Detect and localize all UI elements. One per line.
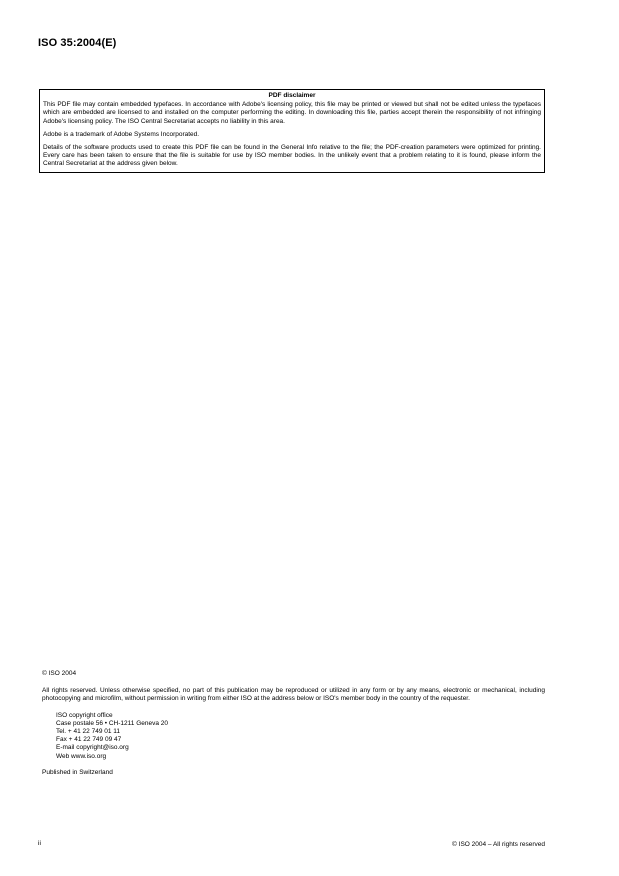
disclaimer-title: PDF disclaimer (268, 92, 316, 99)
email-line: E-mail copyright@iso.org (56, 744, 129, 752)
address-line: Tel. + 41 22 749 01 11 (56, 728, 121, 736)
disclaimer-paragraph: Adobe is a trademark of Adobe Systems Incorporated. (43, 130, 200, 138)
address-line: ISO copyright office (56, 711, 113, 719)
page-number: ii (38, 840, 41, 847)
rights-statement: All rights reserved. Unless otherwise specified, no part of this publication may be reproduced or utilized in any form or by any means, electronic or mechanical, including photocopying and microfilm, without permission in writing from either ISO at the address below or ISO's member body in the country of the requester. (42, 687, 545, 703)
copyright-line: © ISO 2004 (42, 670, 77, 677)
address-line: Case postale 56 • CH-1211 Geneva 20 (56, 719, 169, 727)
disclaimer-paragraph: Details of the software products used to create this PDF file can be found in the General Info relative to the file; the PDF-creation parameters were optimized for printing. Every care has been taken to ensure that the file is suitable for use by ISO member bodies. In the unlikely event that a problem relating to it is found, please inform the Central Secretariat at the address given below. (43, 144, 541, 168)
document-id: ISO 35:2004(E) (38, 37, 117, 49)
footer-copyright: © ISO 2004 – All rights reserved (452, 841, 545, 848)
copyright-section (42, 670, 545, 777)
web-line: Web www.iso.org (56, 752, 107, 760)
published-in: Published in Switzerland (42, 768, 113, 776)
disclaimer-paragraph: This PDF file may contain embedded typefaces. In accordance with Adobe's licensing policy, this file may be printed or viewed but shall not be edited unless the typefaces which are embedded are licensed to and installed on the computer performing the editing. In downloading this file, parties accept therein the responsibility of not infringing Adobe's licensing policy. The ISO Central Secretariat accepts no liability in this area. (43, 101, 541, 125)
copyright-office-address (42, 712, 545, 761)
address-line: Fax + 41 22 749 09 47 (56, 736, 122, 744)
pdf-disclaimer-box (39, 89, 545, 173)
